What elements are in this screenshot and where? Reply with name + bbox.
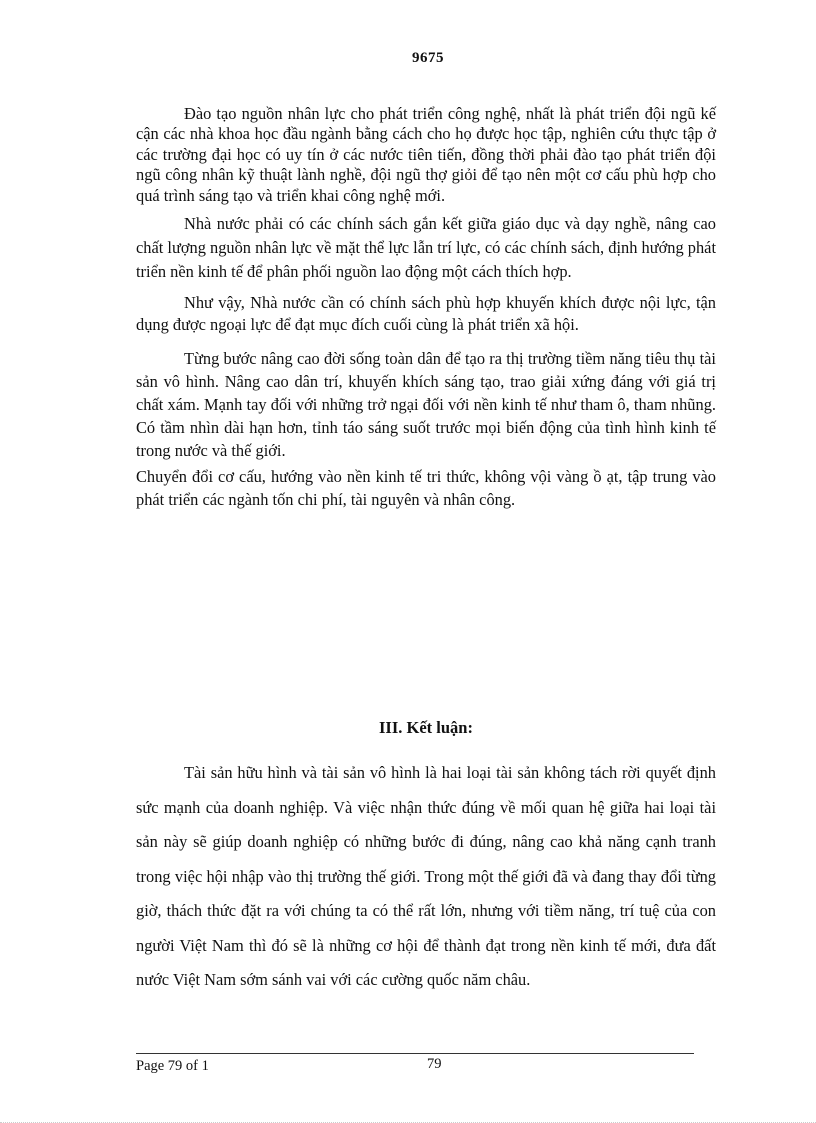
- paragraph-5: Chuyển đổi cơ cấu, hướng vào nền kinh tế tri thức, không vội vàng ồ ạt, tập trung vào phát triển các ngành tốn chi phí, tài nguyên và nhân công.: [136, 467, 716, 510]
- document-number: 9675: [412, 50, 444, 66]
- footer-divider: [136, 1053, 694, 1054]
- paragraph-4: Từng bước nâng cao đời sống toàn dân để tạo ra thị trường tiềm năng tiêu thụ tài sản vô hình. Nâng cao dân trí, khuyến khích sáng tạo, trao giải xứng đáng với giá trị chất xám. Mạnh tay đối với những trở ngại đối với nền kinh tế như tham ô, tham nhũng. Có tầm nhìn dài hạn hơn, tỉnh táo sáng suốt trước mọi biến động của tình hình kinh tế trong nước và thế giới.: [136, 349, 716, 461]
- paragraph-3: Như vậy, Nhà nước cần có chính sách phù hợp khuyến khích được nội lực, tận dụng được ngoại lực để đạt mục đích cuối cùng là phát triển xã hội.: [136, 293, 716, 335]
- conclusion-heading: III. Kết luận:: [379, 718, 473, 737]
- body-text: [136, 104, 716, 511]
- conclusion-text: [136, 756, 716, 998]
- conclusion-paragraph: Tài sản hữu hình và tài sản vô hình là hai loại tài sản không tách rời quyết định sức mạnh của doanh nghiệp. Và việc nhận thức đúng về mối quan hệ giữa hai loại tài sản này sẽ giúp doanh nghiệp có những bước đi đúng, nâng cao khả năng cạnh tranh trong việc hội nhập vào thị trường thế giới. Trong một thế giới đã và đang thay đổi từng giờ, thách thức đặt ra với chúng ta có thể rất lớn, nhưng với tiềm năng, trí tuệ của con người Việt Nam thì đó sẽ là những cơ hội để thành đạt trong nền kinh tế mới, đưa đất nước Việt Nam sớm sánh vai với các cường quốc năm châu.: [136, 763, 716, 989]
- footer-page-number: 79: [427, 1056, 442, 1072]
- paragraph-2: Nhà nước phải có các chính sách gắn kết giữa giáo dục và dạy nghề, nâng cao chất lượng nguồn nhân lực về mặt thể lực lẫn trí lực, có các chính sách, định hướng phát triển nền kinh tế để phân phối nguồn lao động một cách thích hợp.: [136, 214, 716, 282]
- paragraph-1: Đào tạo nguồn nhân lực cho phát triển công nghệ, nhất là phát triển đội ngũ kế cận các nhà khoa học đầu ngành bằng cách cho họ được học tập, nghiên cứu thực tập ở các trường đại học có uy tín ở các nước tiên tiến, đồng thời phải đào tạo phát triển đội ngũ công nhân kỹ thuật lành nghề, đội ngũ thợ giỏi để tạo nên một cơ cấu phù hợp cho quá trình sáng tạo và triển khai công nghệ mới.: [136, 104, 716, 205]
- footer-page-label: Page 79 of 1: [136, 1058, 209, 1074]
